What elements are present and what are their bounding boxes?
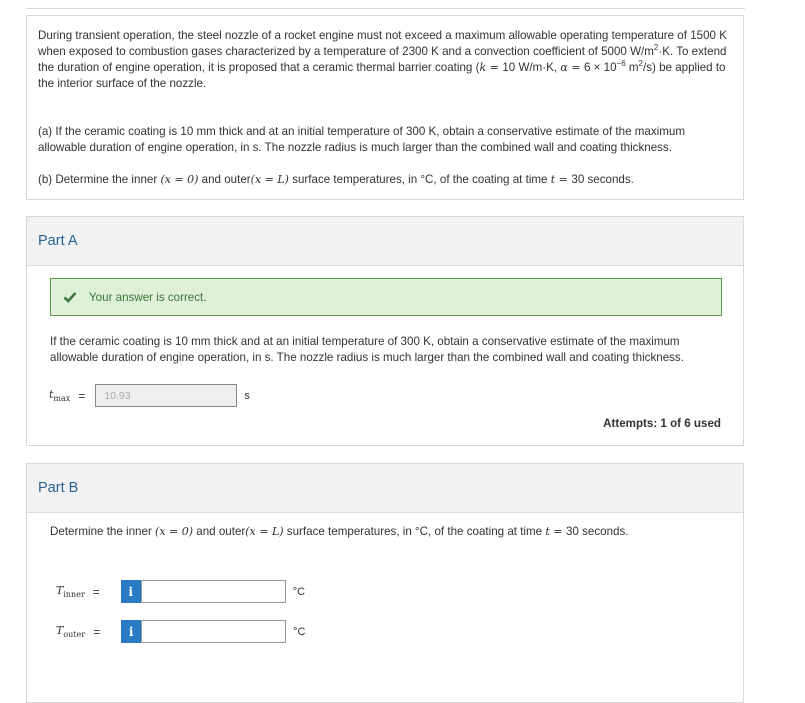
previous-section-divider <box>26 0 745 9</box>
info-button-outer[interactable] <box>121 620 141 643</box>
part-b-title[interactable]: Part B <box>38 480 79 496</box>
problem-intro: During transient operation, the steel nozzle of a rocket engine must not exceed a maximum allowable operating temperature of 1500 K when exposed to combustion gases characterized by a temperature of 2300 K and a convection coefficient of 5000 $W/m^2\cdot K$. To extend the duration of engine operation, it is proposed that a ceramic thermal barrier coating (k = 10 W/m·K, $\alpha = 6 \times 10^{-6}$ $m^2/s$) be applied to the interior surface of the nozzle. <box>38 29 727 90</box>
t-inner-label: $T_{inner}$ <box>56 583 85 600</box>
part-b-question: Determine the inner (x = 0) and outer(x = L) surface temperatures, in °C, of the coating at time t = 30 seconds. <box>50 525 629 538</box>
equals-sign: = <box>92 584 100 599</box>
t-max-label: $t_{max}$ <box>49 387 71 404</box>
part-a-question: If the ceramic coating is 10 mm thick and at an initial temperature of 300 K, obtain a conservative estimate of the maximum allowable duration of engine operation, in s. The nozzle radius is much larger than the combined wall and coating thickness. <box>50 335 684 364</box>
problem-part-b: (b) Determine the inner (x = 0) and outer(x = L) surface temperatures, in °C, of the coating at time t = 30 seconds. <box>38 173 634 186</box>
t-inner-input[interactable] <box>141 580 286 603</box>
info-icon: i <box>128 624 134 639</box>
t-inner-row <box>56 580 305 603</box>
part-b-panel <box>26 463 744 703</box>
info-icon: i <box>128 584 134 599</box>
t-max-unit: s <box>244 389 250 402</box>
info-button-inner[interactable] <box>121 580 141 603</box>
part-a-panel <box>26 216 744 446</box>
t-outer-label: $T_{outer}$ <box>56 623 86 640</box>
part-b-header[interactable] <box>27 464 743 513</box>
equals-sign: = <box>78 388 86 403</box>
part-a-header[interactable] <box>27 217 743 266</box>
part-a-answer-row <box>49 384 250 407</box>
t-outer-row <box>56 620 305 643</box>
t-outer-input[interactable] <box>141 620 286 643</box>
t-inner-unit: °C <box>292 585 306 598</box>
problem-part-a: (a) If the ceramic coating is 10 mm thick and at an initial temperature of 300 K, obtain a conservative estimate of the maximum allowable duration of engine operation, in s. The nozzle radius is much larger than the combined wall and coating thickness. <box>38 125 685 154</box>
feedback-text: Your answer is correct. <box>89 290 207 304</box>
correct-feedback <box>50 278 722 316</box>
equals-sign: = <box>93 624 101 639</box>
checkmark-icon <box>63 290 77 304</box>
attempts-counter: Attempts: 1 of 6 used <box>603 417 721 430</box>
t-outer-unit: °C <box>293 625 306 638</box>
part-a-title[interactable]: Part A <box>38 233 78 249</box>
problem-statement <box>26 15 744 200</box>
t-max-answer-field: 10.93 <box>95 384 237 407</box>
